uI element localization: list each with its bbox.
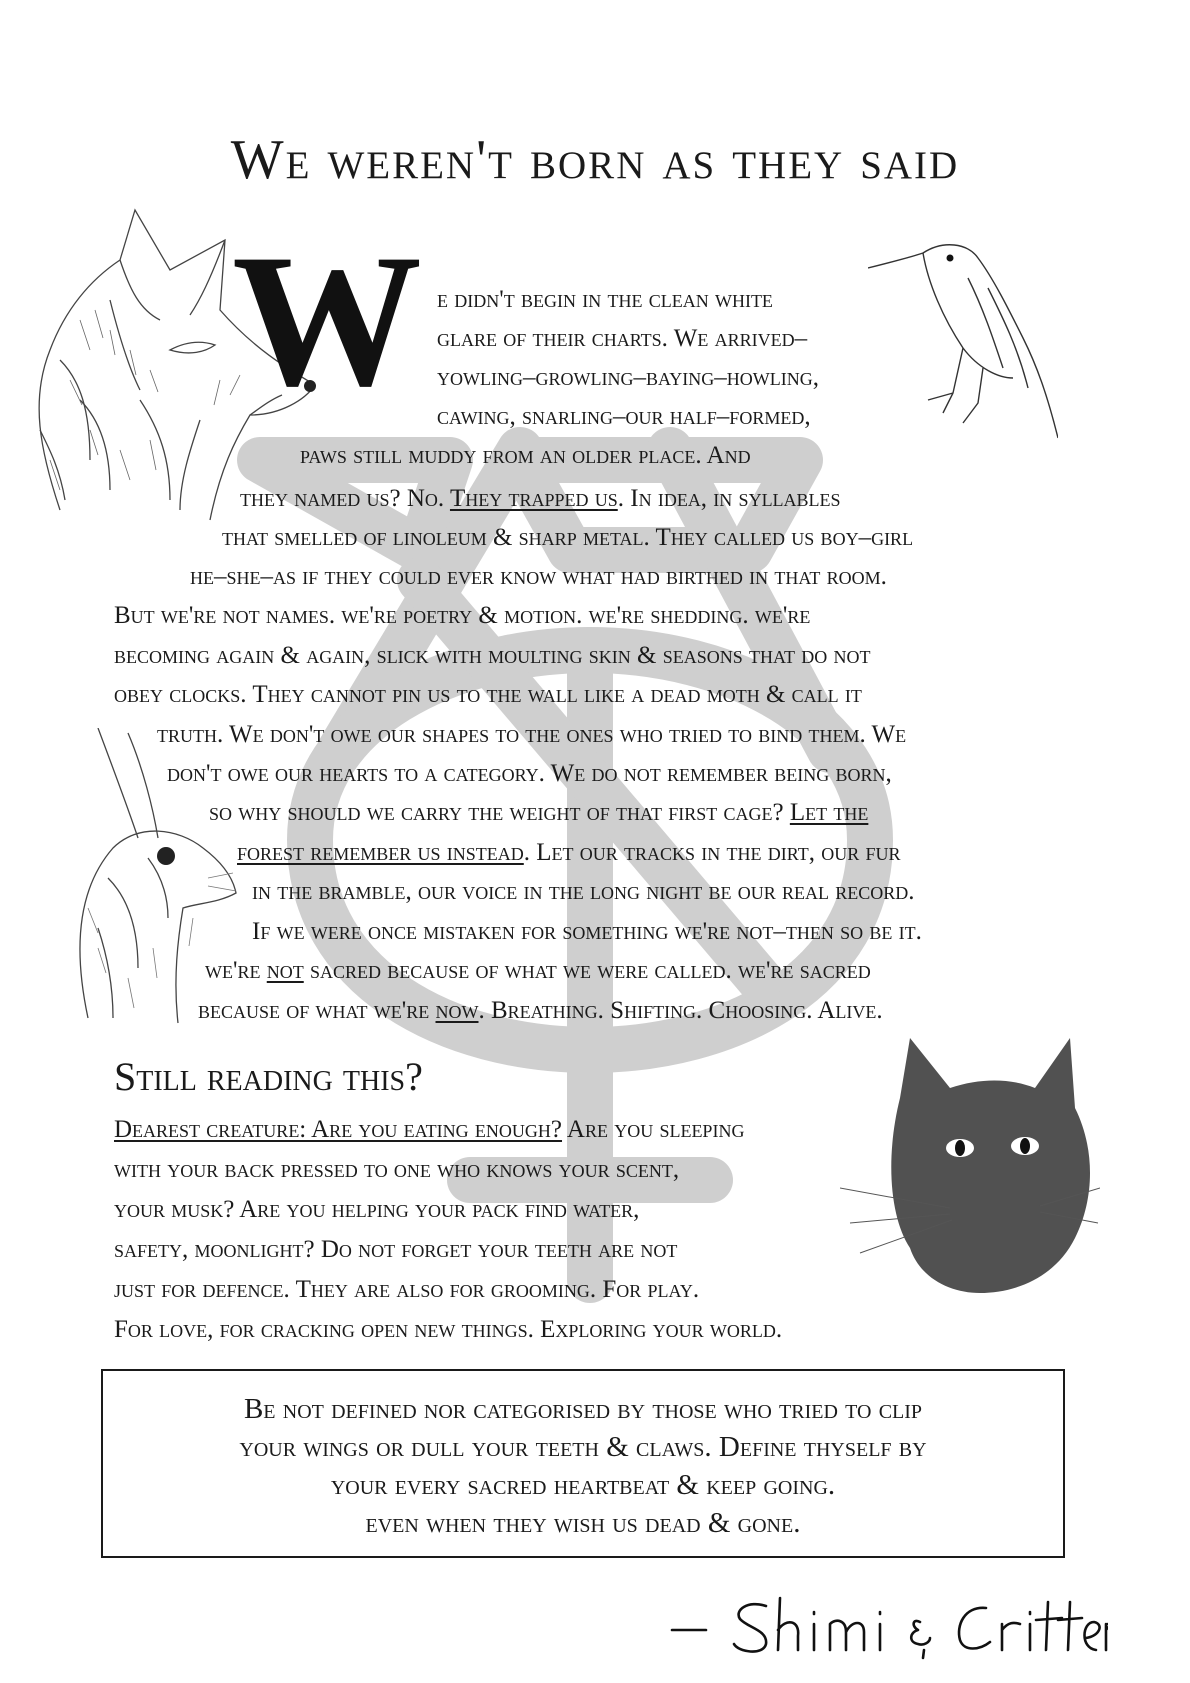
crow-illustration: [868, 228, 1058, 478]
body-text: because of what we're: [198, 997, 436, 1024]
underlined-phrase: forest remember us instead: [237, 839, 524, 866]
body-line: [198, 995, 883, 1027]
body-line: don't owe our hearts to a category. We do not remember being born,: [167, 760, 892, 787]
body-line: [209, 797, 868, 829]
section-line: just for defence. They are also for grooming. For play.: [114, 1276, 700, 1303]
body-line: he–she–as if they could ever know what had birthed in that room.: [190, 563, 887, 590]
body-text: we're: [205, 957, 267, 984]
body-line: obey clocks. They cannot pin us to the wall like a dead moth & call it: [114, 681, 862, 708]
body-line: truth. We don't owe our shapes to the ones who tried to bind them. We: [157, 721, 907, 748]
underlined-phrase: Dearest creature: Are you eating enough?: [114, 1116, 563, 1143]
body-text: . In idea, in syllables: [617, 485, 841, 512]
underlined-phrase: now: [435, 997, 479, 1024]
drop-cap: W: [232, 216, 422, 426]
section-line: [114, 1114, 744, 1146]
box-line: even when they wish us dead & gone.: [365, 1507, 801, 1539]
body-line: paws still muddy from an older place. And: [300, 442, 751, 469]
body-line: cawing, snarling–our half–formed,: [437, 403, 811, 430]
box-line: your wings or dull your teeth & claws. Define thyself by: [239, 1431, 927, 1463]
body-text: sacred because of what we were called. we're sacred: [303, 957, 871, 984]
body-text: they named us? No.: [240, 485, 450, 512]
section-line: safety, moonlight? Do not forget your teeth are not: [114, 1236, 678, 1263]
section-heading: Still reading this?: [114, 1054, 423, 1099]
section-line: For love, for cracking open new things. Exploring your world.: [114, 1316, 783, 1343]
body-text: . Breathing. Shifting. Choosing. Alive.: [478, 997, 883, 1024]
body-line: e didn't begin in the clean white: [437, 286, 773, 313]
body-line: becoming again & again, slick with moulting skin & seasons that do not: [114, 642, 871, 669]
section-line: your musk? Are you helping your pack find water,: [114, 1196, 640, 1223]
body-line: that smelled of linoleum & sharp metal. They called us boy–girl: [222, 524, 914, 551]
signature: [668, 1592, 1108, 1662]
underlined-phrase: They trapped us: [449, 485, 618, 512]
body-line: [240, 483, 841, 515]
section-line: with your back pressed to one who knows your scent,: [114, 1156, 680, 1183]
message-box: [101, 1369, 1065, 1558]
underlined-phrase: not: [266, 957, 304, 984]
body-line: If we were once mistaken for something we're not–then so be it.: [252, 918, 922, 945]
body-line: glare of their charts. We arrived–: [437, 325, 808, 352]
body-text: . Let our tracks in the dirt, our fur: [523, 839, 901, 866]
underlined-phrase: Let the: [789, 799, 869, 826]
cat-illustration: [840, 1038, 1100, 1298]
body-line: in the bramble, our voice in the long night be our real record.: [252, 878, 915, 905]
box-line: your every sacred heartbeat & keep going.: [330, 1469, 836, 1501]
body-line: [237, 837, 900, 869]
body-text: so why should we carry the weight of that first cage?: [209, 799, 790, 826]
body-text: Are you sleeping: [562, 1116, 745, 1143]
body-line: But we're not names. we're poetry & motion. we're shedding. we're: [114, 602, 811, 629]
body-line: yowling–growling–baying–howling,: [437, 364, 820, 391]
box-line: Be not defined nor categorised by those who tried to clip: [243, 1393, 923, 1425]
body-line: [205, 955, 871, 987]
page-title: We weren't born as they said: [230, 129, 960, 191]
